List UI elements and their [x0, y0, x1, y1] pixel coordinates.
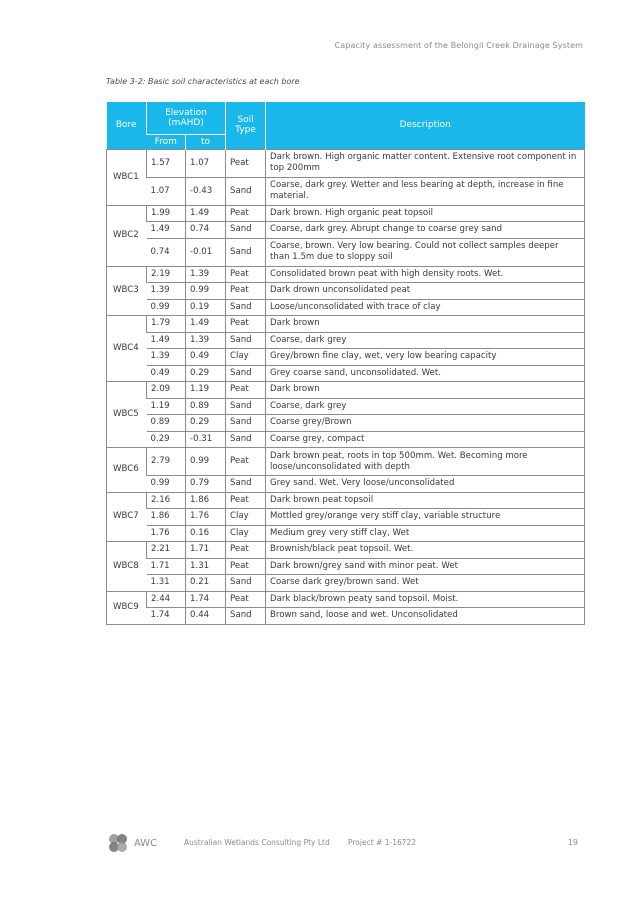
page-number: 19	[567, 838, 578, 847]
elevation-from: 2.79	[147, 448, 186, 476]
elevation-from: 0.89	[147, 415, 186, 432]
table-row	[107, 415, 585, 432]
page-footer	[106, 828, 584, 858]
table-body	[107, 149, 585, 624]
bore-id: WBC5	[107, 382, 147, 448]
soil-type: Sand	[226, 332, 266, 349]
soil-type: Sand	[226, 415, 266, 432]
header-from: From	[147, 134, 186, 149]
table-row	[107, 222, 585, 239]
description: Coarse, dark grey. Abrupt change to coarse grey sand	[266, 222, 585, 239]
description: Dark drown unconsolidated peat	[266, 283, 585, 300]
elevation-to: 1.39	[186, 332, 226, 349]
description: Grey coarse sand, unconsolidated. Wet.	[266, 365, 585, 382]
table-row	[107, 525, 585, 542]
soil-type: Peat	[226, 205, 266, 222]
table-row	[107, 149, 585, 177]
soil-type: Peat	[226, 591, 266, 608]
elevation-from: 0.49	[147, 365, 186, 382]
description: Dark brown. High organic matter content. Extensive root component in top 200mm	[266, 149, 585, 177]
soil-type: Peat	[226, 542, 266, 559]
description: Grey/brown fine clay, wet, very low bearing capacity	[266, 349, 585, 366]
elevation-to: 0.19	[186, 299, 226, 316]
elevation-to: 0.29	[186, 415, 226, 432]
soil-type: Sand	[226, 575, 266, 592]
soil-characteristics-table	[106, 102, 585, 625]
elevation-from: 1.71	[147, 558, 186, 575]
bore-id: WBC9	[107, 591, 147, 624]
elevation-from: 2.44	[147, 591, 186, 608]
elevation-to: 0.99	[186, 283, 226, 300]
table-row	[107, 382, 585, 399]
elevation-to: -0.31	[186, 431, 226, 448]
bore-id: WBC6	[107, 448, 147, 493]
soil-type: Peat	[226, 558, 266, 575]
elevation-to: 1.07	[186, 149, 226, 177]
description: Loose/unconsolidated with trace of clay	[266, 299, 585, 316]
header-elevation: Elevation (mAHD)	[147, 102, 226, 134]
elevation-to: 0.16	[186, 525, 226, 542]
elevation-to: -0.01	[186, 238, 226, 266]
elevation-from: 1.79	[147, 316, 186, 333]
description: Dark brown	[266, 316, 585, 333]
elevation-from: 1.07	[147, 177, 186, 205]
soil-type: Peat	[226, 266, 266, 283]
elevation-to: 0.89	[186, 398, 226, 415]
elevation-from: 0.29	[147, 431, 186, 448]
elevation-from: 1.74	[147, 608, 186, 625]
description: Dark black/brown peaty sand topsoil. Moist.	[266, 591, 585, 608]
description: Coarse, brown. Very low bearing. Could not collect samples deeper than 1.5m due to sloppy soil	[266, 238, 585, 266]
elevation-to: 1.31	[186, 558, 226, 575]
soil-type: Sand	[226, 476, 266, 493]
table-row	[107, 558, 585, 575]
elevation-from: 1.99	[147, 205, 186, 222]
elevation-from: 2.21	[147, 542, 186, 559]
elevation-from: 1.76	[147, 525, 186, 542]
table-row	[107, 283, 585, 300]
description: Coarse dark grey/brown sand. Wet	[266, 575, 585, 592]
soil-type: Clay	[226, 509, 266, 526]
elevation-from: 2.16	[147, 492, 186, 509]
elevation-to: 0.79	[186, 476, 226, 493]
header-to: to	[186, 134, 226, 149]
table-row	[107, 448, 585, 476]
soil-type: Sand	[226, 608, 266, 625]
table-row	[107, 266, 585, 283]
table-row	[107, 177, 585, 205]
soil-type: Sand	[226, 299, 266, 316]
elevation-to: 1.71	[186, 542, 226, 559]
soil-type: Sand	[226, 431, 266, 448]
header-soil-type: Soil Type	[226, 102, 266, 149]
elevation-to: 0.29	[186, 365, 226, 382]
elevation-to: 0.99	[186, 448, 226, 476]
bore-id: WBC3	[107, 266, 147, 316]
footer-project-number: Project # 1-16722	[348, 838, 417, 847]
elevation-to: -0.43	[186, 177, 226, 205]
table-row	[107, 542, 585, 559]
elevation-from: 1.57	[147, 149, 186, 177]
description: Coarse, dark grey	[266, 332, 585, 349]
table-row	[107, 238, 585, 266]
elevation-from: 0.99	[147, 299, 186, 316]
bore-id: WBC8	[107, 542, 147, 592]
elevation-to: 0.74	[186, 222, 226, 239]
soil-type: Peat	[226, 283, 266, 300]
soil-type: Peat	[226, 149, 266, 177]
elevation-from: 2.19	[147, 266, 186, 283]
bore-id: WBC4	[107, 316, 147, 382]
description: Dark brown	[266, 382, 585, 399]
header-description: Description	[266, 102, 585, 149]
elevation-from: 1.39	[147, 349, 186, 366]
document-header-title: Capacity assessment of the Belongil Creek Drainage System	[334, 41, 583, 50]
soil-type: Sand	[226, 222, 266, 239]
elevation-from: 0.99	[147, 476, 186, 493]
description: Dark brown/grey sand with minor peat. Wet	[266, 558, 585, 575]
table-row	[107, 591, 585, 608]
description: Brown sand, loose and wet. Unconsolidated	[266, 608, 585, 625]
elevation-from: 1.49	[147, 332, 186, 349]
description: Dark brown peat topsoil	[266, 492, 585, 509]
awc-logo-icon	[106, 831, 130, 855]
description: Consolidated brown peat with high density roots. Wet.	[266, 266, 585, 283]
elevation-to: 1.76	[186, 509, 226, 526]
elevation-to: 1.39	[186, 266, 226, 283]
description: Mottled grey/orange very stiff clay, variable structure	[266, 509, 585, 526]
soil-type: Sand	[226, 238, 266, 266]
elevation-from: 1.49	[147, 222, 186, 239]
elevation-to: 1.49	[186, 205, 226, 222]
bore-id: WBC1	[107, 149, 147, 205]
logo-text: AWC	[134, 838, 158, 849]
elevation-to: 1.74	[186, 591, 226, 608]
description: Grey sand. Wet. Very loose/unconsolidated	[266, 476, 585, 493]
table-row	[107, 349, 585, 366]
soil-type: Sand	[226, 398, 266, 415]
elevation-to: 0.21	[186, 575, 226, 592]
table-row	[107, 316, 585, 333]
table-row	[107, 398, 585, 415]
table-row	[107, 492, 585, 509]
elevation-to: 0.49	[186, 349, 226, 366]
soil-type: Peat	[226, 448, 266, 476]
soil-type: Sand	[226, 177, 266, 205]
soil-type: Clay	[226, 525, 266, 542]
table-row	[107, 299, 585, 316]
description: Dark brown. High organic peat topsoil	[266, 205, 585, 222]
table-row	[107, 205, 585, 222]
soil-type: Clay	[226, 349, 266, 366]
description: Coarse, dark grey. Wetter and less bearing at depth, increase in fine material.	[266, 177, 585, 205]
elevation-to: 1.19	[186, 382, 226, 399]
elevation-from: 1.31	[147, 575, 186, 592]
table-row	[107, 431, 585, 448]
elevation-to: 1.86	[186, 492, 226, 509]
description: Coarse grey/Brown	[266, 415, 585, 432]
description: Medium grey very stiff clay, Wet	[266, 525, 585, 542]
elevation-from: 1.19	[147, 398, 186, 415]
soil-type: Peat	[226, 316, 266, 333]
table-row	[107, 332, 585, 349]
footer-company: Australian Wetlands Consulting Pty Ltd	[184, 838, 330, 847]
description: Brownish/black peat topsoil. Wet.	[266, 542, 585, 559]
elevation-from: 2.09	[147, 382, 186, 399]
elevation-to: 0.44	[186, 608, 226, 625]
soil-type: Sand	[226, 365, 266, 382]
table-row	[107, 476, 585, 493]
table-caption: Table 3-2: Basic soil characteristics at each bore	[106, 77, 300, 86]
elevation-to: 1.49	[186, 316, 226, 333]
table-row	[107, 575, 585, 592]
bore-id: WBC2	[107, 205, 147, 266]
header-bore: Bore	[107, 102, 147, 149]
table-row	[107, 509, 585, 526]
elevation-from: 1.39	[147, 283, 186, 300]
soil-type: Peat	[226, 492, 266, 509]
table-row	[107, 608, 585, 625]
description: Dark brown peat, roots in top 500mm. Wet. Becoming more loose/unconsolidated with depth	[266, 448, 585, 476]
bore-id: WBC7	[107, 492, 147, 542]
soil-type: Peat	[226, 382, 266, 399]
description: Coarse, dark grey	[266, 398, 585, 415]
elevation-from: 1.86	[147, 509, 186, 526]
description: Coarse grey, compact	[266, 431, 585, 448]
elevation-from: 0.74	[147, 238, 186, 266]
table-row	[107, 365, 585, 382]
